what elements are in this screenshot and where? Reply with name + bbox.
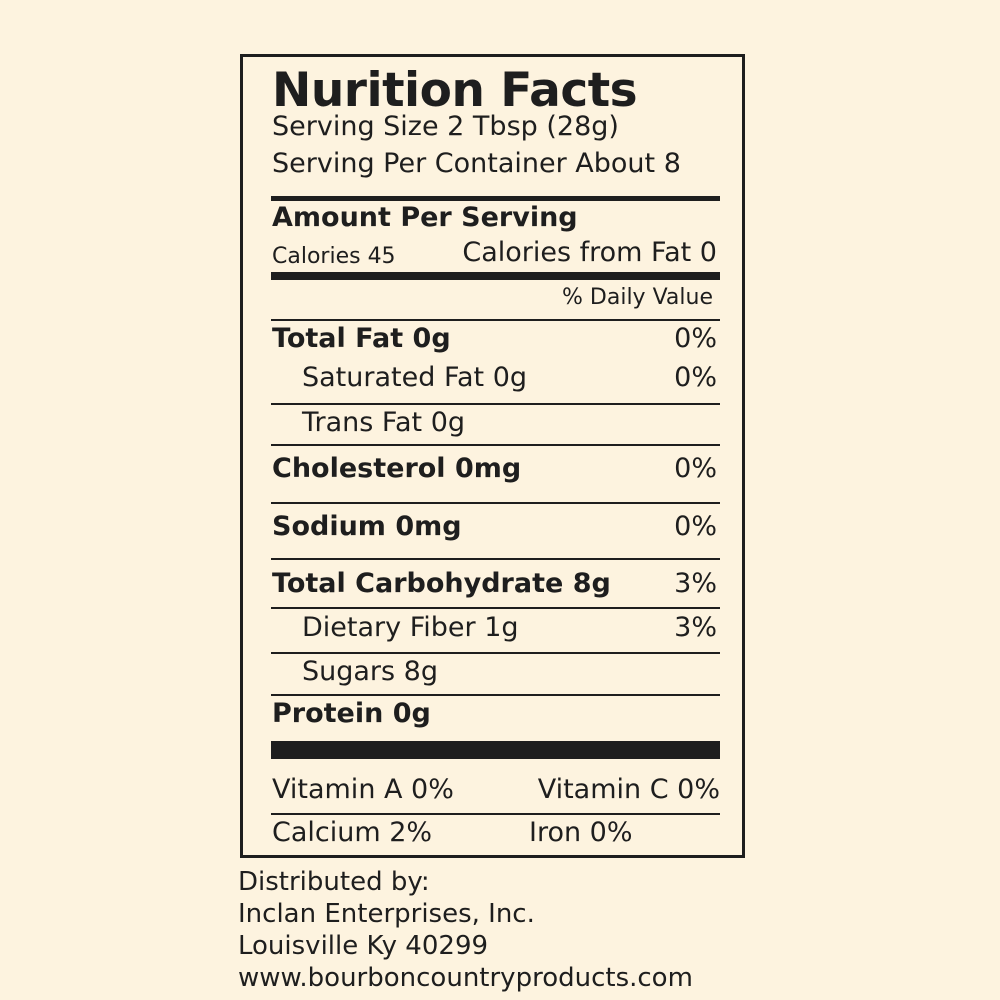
servings-per-container: Serving Per Container About 8 [272, 148, 681, 179]
nutrient-daily-value: 3% [674, 568, 717, 599]
row-divider [271, 403, 720, 405]
nutrient-label: Saturated Fat 0g [302, 362, 528, 393]
distributed-by-label: Distributed by: [238, 867, 430, 897]
nutrient-label: Trans Fat 0g [302, 407, 466, 438]
row-divider [271, 444, 720, 446]
nutrient-label: Protein 0g [272, 698, 431, 729]
row-divider [271, 607, 720, 609]
nutrient-label: Dietary Fiber 1g [302, 612, 519, 643]
vitamin-a: Vitamin A 0% [272, 774, 454, 805]
vitamin-c: Vitamin C 0% [537, 774, 720, 805]
section-divider-heavy [271, 272, 720, 280]
daily-value-header: % Daily Value [562, 285, 713, 310]
row-divider [271, 558, 720, 560]
calcium: Calcium 2% [272, 817, 433, 848]
vitamin-divider-bar [271, 741, 720, 759]
company-name: Inclan Enterprises, Inc. [238, 899, 535, 929]
nutrient-label: Sugars 8g [302, 656, 439, 687]
calories-value: Calories 45 [272, 244, 396, 269]
serving-size: Serving Size 2 Tbsp (28g) [272, 111, 619, 142]
section-divider-thick [271, 196, 720, 201]
nutrient-daily-value: 0% [674, 362, 717, 393]
nutrient-label: Total Fat 0g [272, 323, 451, 354]
nutrient-daily-value: 0% [674, 511, 717, 542]
nutrient-daily-value: 0% [674, 453, 717, 484]
nutrition-facts-label [240, 54, 745, 858]
row-divider [271, 319, 720, 321]
amount-per-serving-heading: Amount Per Serving [272, 202, 578, 233]
row-divider [271, 694, 720, 696]
iron: Iron 0% [529, 817, 633, 848]
row-divider [271, 652, 720, 654]
row-divider [271, 502, 720, 504]
nutrient-daily-value: 0% [674, 323, 717, 354]
company-website: www.bourboncountryproducts.com [238, 963, 693, 993]
row-divider [271, 813, 720, 815]
nutrient-label: Sodium 0mg [272, 511, 462, 542]
nutrient-label: Cholesterol 0mg [272, 453, 522, 484]
label-title: Nurition Facts [272, 63, 638, 118]
nutrient-daily-value: 3% [674, 612, 717, 643]
company-address: Louisville Ky 40299 [238, 931, 489, 961]
distributor-info [238, 866, 693, 994]
nutrient-label: Total Carbohydrate 8g [272, 568, 611, 599]
calories-from-fat: Calories from Fat 0 [462, 237, 717, 268]
